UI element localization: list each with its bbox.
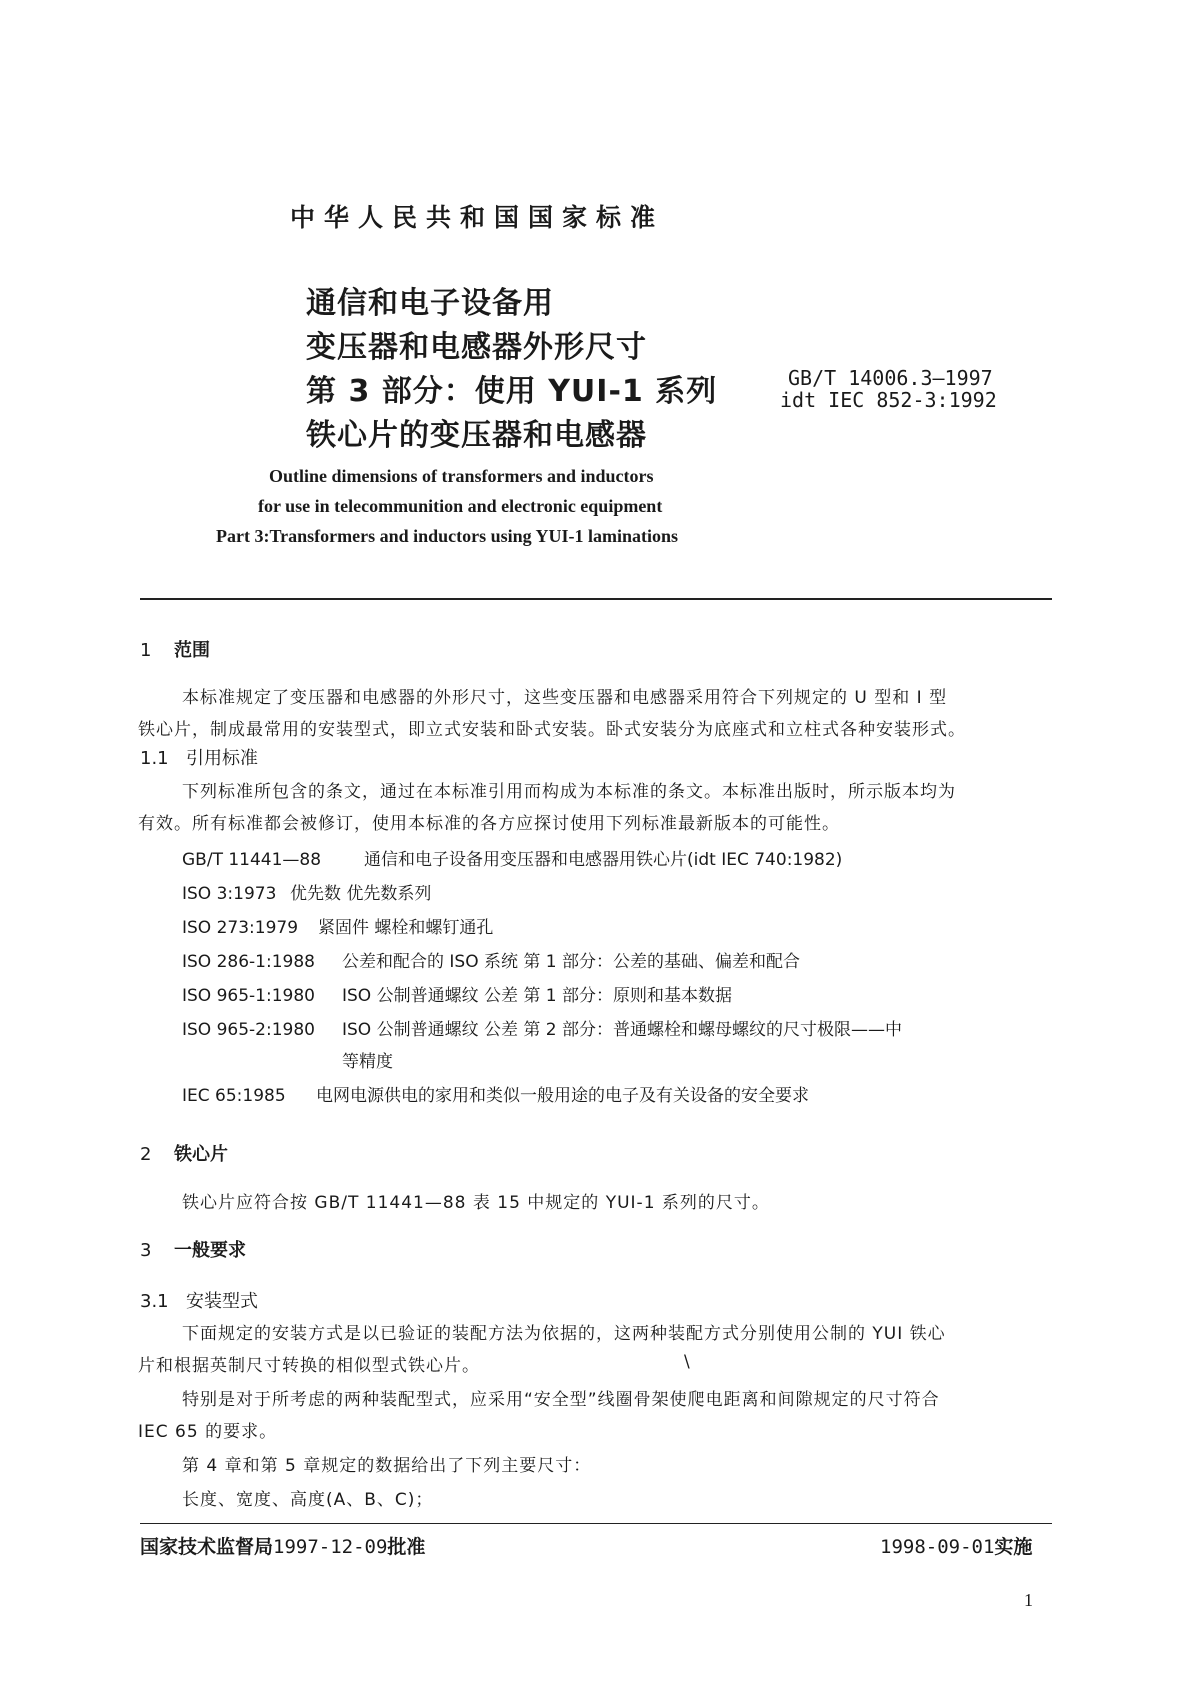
section-3-1-heading: [140, 1287, 258, 1313]
reference-code: IEC 65:1985: [182, 1086, 286, 1106]
reference-title: 电网电源供电的家用和类似一般用途的电子及有关设备的安全要求: [316, 1086, 809, 1106]
paragraph-line: 铁心片，制成最常用的安装型式，即立式安装和卧式安装。卧式安装分为底座式和立柱式各种安装形式。: [138, 720, 966, 740]
implementation-label: 实施: [994, 1536, 1033, 1558]
en-title-line-3: Part 3:Transformers and inductors using YUI-1 laminations: [216, 526, 679, 546]
cn-title-line-3: 第 3 部分：使用 YUI-1 系列: [306, 374, 718, 409]
reference-code: ISO 273:1979: [182, 918, 299, 938]
cn-title-line-4: 铁心片的变压器和电感器: [306, 418, 647, 453]
section-title: 安装型式: [186, 1291, 258, 1312]
standard-idt: idt IEC 852-3:1992: [780, 388, 997, 412]
reference-title: ISO 公制普通螺纹 公差 第 1 部分：原则和基本数据: [342, 986, 733, 1006]
country-standard-title: 中华人民共和国国家标准: [290, 203, 665, 232]
reference-item: [182, 1015, 902, 1040]
approval-label: 批准: [387, 1536, 426, 1558]
paragraph-line: 特别是对于所考虑的两种装配型式，应采用“安全型”线圈骨架使爬电距离和间隙规定的尺寸符合: [182, 1390, 940, 1410]
section-1-1-heading: [140, 744, 258, 770]
approval-info: [140, 1532, 425, 1559]
reference-code: GB/T 11441—88: [182, 850, 322, 870]
section-3-heading: [140, 1236, 246, 1262]
reference-item: [182, 913, 493, 938]
approval-date: 1997-12-09: [273, 1536, 388, 1558]
paragraph-line: 第 4 章和第 5 章规定的数据给出了下列主要尺寸：: [182, 1456, 592, 1476]
reference-title: 优先数 优先数系列: [290, 884, 432, 904]
reference-item: [182, 947, 800, 972]
section-number: 3: [140, 1240, 152, 1261]
paragraph-line: 片和根据英制尺寸转换的相似型式铁心片。: [138, 1356, 480, 1376]
section-number: 1: [140, 640, 152, 661]
page-number: 1: [1024, 1590, 1033, 1610]
paragraph-line: 有效。所有标准都会被修订，使用本标准的各方应探讨使用下列标准最新版本的可能性。: [138, 814, 840, 834]
reference-continuation: 等精度: [342, 1052, 393, 1072]
reference-code: ISO 286-1:1988: [182, 952, 315, 972]
section-title: 引用标准: [186, 748, 258, 769]
reference-code: ISO 3:1973: [182, 884, 277, 904]
reference-item: [182, 879, 431, 904]
stray-mark: \: [684, 1352, 691, 1372]
footer-divider: [140, 1523, 1052, 1524]
reference-item: [182, 981, 732, 1006]
section-1-heading: [140, 636, 210, 662]
paragraph-line: 长度、宽度、高度(A、B、C)；: [182, 1490, 434, 1510]
reference-title: 紧固件 螺栓和螺钉通孔: [318, 918, 494, 938]
reference-code: ISO 965-2:1980: [182, 1020, 315, 1040]
section-title: 一般要求: [174, 1240, 246, 1261]
reference-item: [182, 1081, 809, 1106]
section-2-heading: [140, 1140, 228, 1166]
paragraph-line: 下列标准所包含的条文，通过在本标准引用而构成为本标准的条文。本标准出版时，所示版本均为: [182, 782, 956, 802]
en-title-line-2: for use in telecommunition and electronic equipment: [258, 496, 663, 516]
section-number: 1.1: [140, 748, 169, 769]
reference-title: ISO 公制普通螺纹 公差 第 2 部分：普通螺栓和螺母螺纹的尺寸极限——中: [342, 1020, 903, 1040]
reference-title: 通信和电子设备用变压器和电感器用铁心片(idt IEC 740:1982): [364, 850, 843, 870]
reference-title: 公差和配合的 ISO 系统 第 1 部分：公差的基础、偏差和配合: [342, 952, 801, 972]
en-title-line-1: Outline dimensions of transformers and inductors: [269, 466, 654, 486]
paragraph-line: IEC 65 的要求。: [138, 1422, 278, 1442]
header-divider: [140, 598, 1052, 600]
paragraph-line: 下面规定的安装方式是以已验证的装配方法为依据的，这两种装配方式分别使用公制的 YUI 铁心: [182, 1324, 946, 1344]
section-number: 2: [140, 1144, 152, 1165]
cn-title-line-1: 通信和电子设备用: [306, 286, 554, 321]
section-title: 铁心片: [174, 1144, 228, 1165]
implementation-date: 1998-09-01: [880, 1536, 995, 1558]
reference-code: ISO 965-1:1980: [182, 986, 315, 1006]
approval-org: 国家技术监督局: [140, 1536, 274, 1558]
standard-number: GB/T 14006.3—1997: [788, 366, 993, 390]
paragraph-line: 铁心片应符合按 GB/T 11441—88 表 15 中规定的 YUI-1 系列的尺寸。: [182, 1193, 770, 1213]
section-title: 范围: [174, 640, 210, 661]
implementation-info: [880, 1532, 1032, 1559]
cn-title-line-2: 变压器和电感器外形尺寸: [306, 330, 647, 365]
reference-item: [182, 845, 842, 870]
paragraph-line: 本标准规定了变压器和电感器的外形尺寸，这些变压器和电感器采用符合下列规定的 U 型和 I 型: [182, 688, 948, 708]
section-number: 3.1: [140, 1291, 169, 1312]
